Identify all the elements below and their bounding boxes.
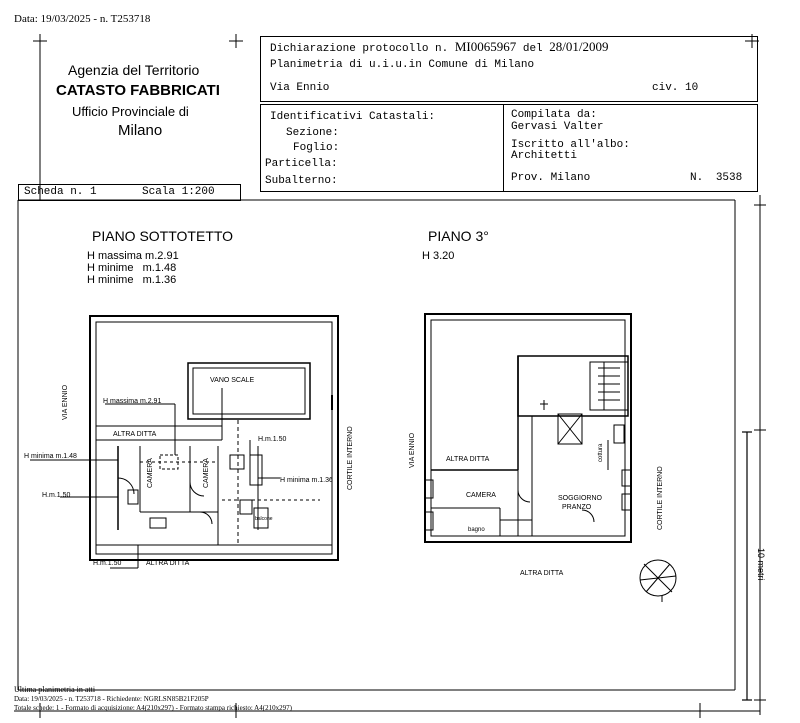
cottura-label: cottura: [598, 443, 604, 462]
scale-bar: [742, 432, 752, 700]
left-plan-title: PIANO SOTTOTETTO: [92, 228, 234, 244]
cortile-right-label: CORTILE INTERNO: [657, 466, 664, 530]
via-ennio-right-label: VIA ENNIO: [409, 432, 416, 468]
right-floor-plan: [425, 314, 631, 542]
camera-1-label: CAMERA: [147, 458, 154, 488]
catasto-title: CATASTO FABBRICATI: [56, 82, 220, 99]
prov-label: Prov. Milano: [511, 172, 591, 184]
footer-line-1: Data: 19/03/2025 - n. T253718 - Richiedente: NGRLSN85B21F205P: [14, 695, 209, 703]
agency-name: Agenzia del Territorio: [68, 62, 200, 78]
street-name: Via Ennio: [270, 82, 330, 94]
right-h: H 3.20: [422, 250, 455, 262]
h-massima-inner-label: H massima m.2.91: [103, 398, 162, 405]
left-h-min-2: H minime m.1.36: [87, 274, 177, 286]
planimetry-line: Planimetria di u.i.u.in Comune di Milano: [270, 59, 535, 71]
sezione-label: Sezione:: [286, 127, 339, 139]
h-150-right-label: H.m.1.50: [258, 436, 287, 443]
altra-ditta-top-label: ALTRA DITTA: [113, 431, 157, 438]
pranzo-label: PRANZO: [562, 504, 592, 511]
altra-ditta-bottom-label: ALTRA DITTA: [146, 560, 190, 567]
h-150-left-label: H.m.1.50: [42, 492, 71, 499]
vano-scale-label: VANO SCALE: [210, 377, 255, 384]
protocol-label: Dichiarazione protocollo n.: [270, 43, 449, 55]
civic-number: civ. 10: [652, 82, 699, 94]
iscritto-label: Iscritto all'albo:: [511, 139, 630, 151]
camera-2-label: CAMERA: [203, 458, 210, 488]
camera-right-label: CAMERA: [466, 492, 496, 499]
particella-label: Particella:: [265, 158, 338, 170]
n-label: N.: [690, 172, 704, 184]
via-ennio-left-label: VIA ENNIO: [62, 384, 69, 420]
scheda-label: Scheda n. 1: [24, 186, 97, 198]
subalterno-label: Subalterno:: [265, 175, 338, 187]
date-line: Data: 19/03/2025 - n. T253718: [14, 13, 151, 25]
compilata-name: Gervasi Valter: [511, 121, 604, 133]
h-minima-136-label: H minima m.1.36: [280, 477, 333, 484]
office-city: Milano: [118, 122, 163, 139]
protocol-date: 28/01/2009: [549, 39, 609, 54]
bagno-label: bagno: [468, 527, 485, 533]
soggiorno-label: SOGGIORNO: [558, 495, 602, 502]
foglio-label: Foglio:: [293, 142, 340, 154]
footer-line-2: Totale schede: 1 - Formato di acquisizione: A4(210x297) - Formato stampa richiesto: A4(210x297): [14, 704, 292, 712]
left-h-min-1: H minime m.1.48: [87, 262, 177, 274]
cortile-left-label: CORTILE INTERNO: [347, 426, 354, 490]
identifiers-title: Identificativi Catastali:: [270, 111, 436, 123]
scala-label: Scala 1:200: [142, 186, 215, 198]
balcone-label: balcone: [255, 516, 273, 522]
compilata-label: Compilata da:: [511, 109, 597, 121]
protocol-del-label: del: [522, 43, 543, 55]
footer-ultima: Ultima planimetria in atti: [14, 685, 96, 694]
scale-bar-label: 10 metri: [756, 548, 766, 581]
altra-ditta-right-label: ALTRA DITTA: [446, 456, 490, 463]
h-150-bottom-label: H.m.1.50: [93, 560, 122, 567]
protocol-number: MI0065967: [454, 39, 517, 54]
left-floor-plan: [30, 316, 338, 568]
right-plan-title: PIANO 3°: [428, 228, 489, 244]
iscritto-value: Architetti: [511, 150, 578, 162]
compass-icon: [640, 560, 676, 602]
n-value: 3538: [715, 172, 743, 184]
left-h-max: H massima m.2.91: [87, 250, 179, 262]
altra-ditta-right-bottom-label: ALTRA DITTA: [520, 570, 564, 577]
h-minima-148-label: H minima m.1.48: [24, 453, 77, 460]
ufficio-label: Ufficio Provinciale di: [72, 104, 189, 119]
